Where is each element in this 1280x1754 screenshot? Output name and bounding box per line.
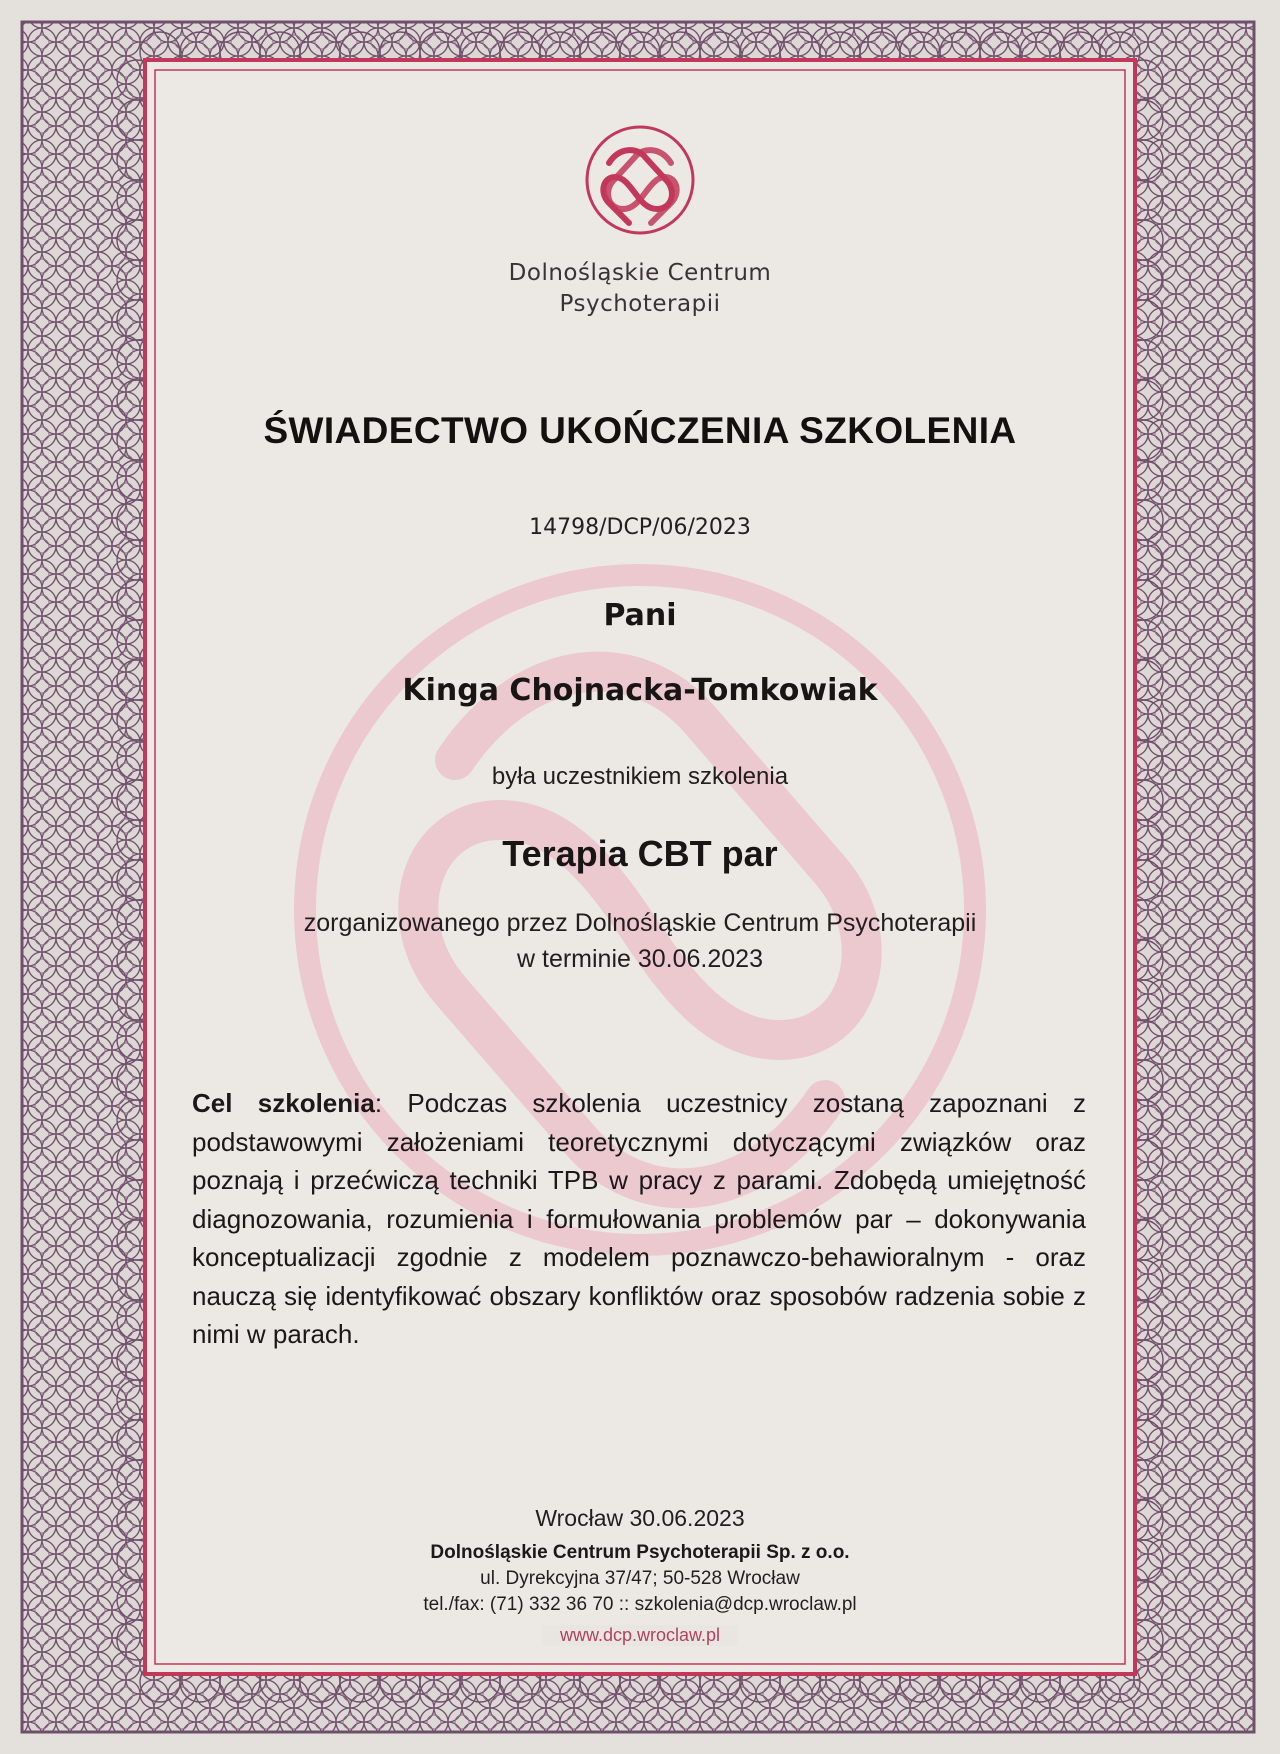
course-name: Terapia CBT par [502,833,778,874]
course-date-text: w terminie 30.06.2023 [517,945,763,973]
course-goal-text: : Podczas szkolenia uczestnicy zostaną zapoznani z podstawowymi założeniami teoretycznymi dotyczącymi związków oraz poznają i przećwiczą techniki TPB w pracy z parami. Zdobędą umiejętność diagnozowania, rozumienia i formułowania problemów par – dokonywania konceptualizacji zgodnie z modelem poznawczo-behawioralnym - oraz nauczą się identyfikować obszary konfliktów oraz sposobów radzenia sobie z nimi w parach. [192,1088,1086,1349]
organization-name [0,258,1280,320]
organized-by-text: zorganizowanego przez Dolnośląskie Centrum Psychoterapii [303,909,977,937]
salutation: Pani [603,598,677,633]
interlocking-heart-knot-logo [583,123,697,237]
organizer-block [0,905,1280,977]
organization-name-line1: Dolnośląskie Centrum [508,260,772,286]
website-link[interactable]: www.dcp.wroclaw.pl [542,1625,738,1646]
company-contact: tel./fax: (71) 332 36 70 :: szkolenia@dcp.wroclaw.pl [423,1594,857,1615]
organization-name-line2: Psychoterapii [559,291,721,317]
company-name: Dolnośląskie Centrum Psychoterapii Sp. z o.o. [430,1542,850,1563]
place-and-date: Wrocław 30.06.2023 [535,1505,745,1531]
recipient-name: Kinga Chojnacka-Tomkowiak [402,673,878,708]
company-address: ul. Dyrekcyjna 37/47; 50-528 Wrocław [480,1568,800,1589]
participation-text: była uczestnikiem szkolenia [491,763,789,790]
course-goal [192,1084,1086,1354]
course-goal-label: Cel szkolenia [192,1088,375,1118]
certificate-title: ŚWIADECTWO UKOŃCZENIA SZKOLENIA [263,410,1017,451]
certificate-number: 14798/DCP/06/2023 [529,515,751,540]
